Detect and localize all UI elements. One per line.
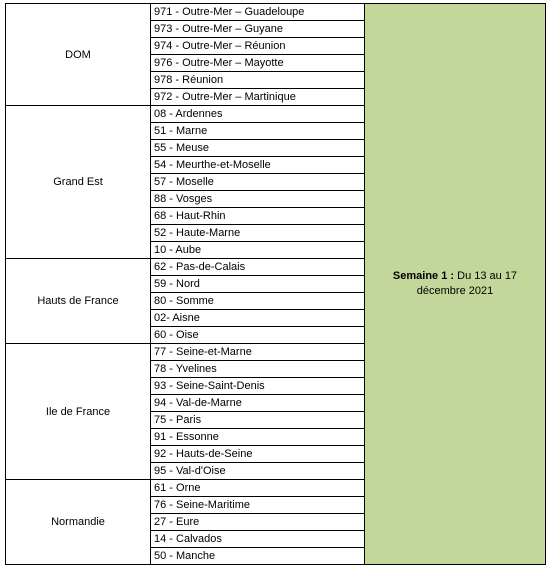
department-cell: 54 - Meurthe-et-Moselle bbox=[151, 157, 365, 174]
department-cell: 76 - Seine-Maritime bbox=[151, 497, 365, 514]
week-cell bbox=[365, 4, 546, 565]
week-label: Semaine 1 : bbox=[392, 270, 455, 282]
region-cell: Normandie bbox=[6, 480, 151, 565]
department-cell: 976 - Outre-Mer – Mayotte bbox=[151, 55, 365, 72]
department-cell: 61 - Orne bbox=[151, 480, 365, 497]
department-cell: 974 - Outre-Mer – Réunion bbox=[151, 38, 365, 55]
department-cell: 51 - Marne bbox=[151, 123, 365, 140]
department-cell: 14 - Calvados bbox=[151, 531, 365, 548]
department-cell: 60 - Oise bbox=[151, 327, 365, 344]
department-cell: 50 - Manche bbox=[151, 548, 365, 565]
schedule-table bbox=[5, 3, 546, 565]
department-cell: 972 - Outre-Mer – Martinique bbox=[151, 89, 365, 106]
department-cell: 08 - Ardennes bbox=[151, 106, 365, 123]
region-cell: Hauts de France bbox=[6, 259, 151, 344]
department-cell: 971 - Outre-Mer – Guadeloupe bbox=[151, 4, 365, 21]
department-cell: 88 - Vosges bbox=[151, 191, 365, 208]
department-cell: 94 - Val-de-Marne bbox=[151, 395, 365, 412]
department-cell: 59 - Nord bbox=[151, 276, 365, 293]
department-cell: 62 - Pas-de-Calais bbox=[151, 259, 365, 276]
department-cell: 978 - Réunion bbox=[151, 72, 365, 89]
region-cell: Grand Est bbox=[6, 106, 151, 259]
department-cell: 80 - Somme bbox=[151, 293, 365, 310]
department-cell: 75 - Paris bbox=[151, 412, 365, 429]
department-cell: 93 - Seine-Saint-Denis bbox=[151, 378, 365, 395]
week-text bbox=[365, 269, 545, 299]
department-cell: 52 - Haute-Marne bbox=[151, 225, 365, 242]
department-cell: 68 - Haut-Rhin bbox=[151, 208, 365, 225]
department-cell: 27 - Eure bbox=[151, 514, 365, 531]
department-cell: 57 - Moselle bbox=[151, 174, 365, 191]
table-row bbox=[6, 4, 546, 21]
department-cell: 973 - Outre-Mer – Guyane bbox=[151, 21, 365, 38]
department-cell: 10 - Aube bbox=[151, 242, 365, 259]
schedule-table-body bbox=[6, 4, 546, 565]
region-cell: Ile de France bbox=[6, 344, 151, 480]
department-cell: 92 - Hauts-de-Seine bbox=[151, 446, 365, 463]
department-cell: 55 - Meuse bbox=[151, 140, 365, 157]
department-cell: 95 - Val-d'Oise bbox=[151, 463, 365, 480]
department-cell: 78 - Yvelines bbox=[151, 361, 365, 378]
department-cell: 02- Aisne bbox=[151, 310, 365, 327]
week-dates: Du 13 au 17 décembre 2021 bbox=[416, 270, 518, 297]
department-cell: 91 - Essonne bbox=[151, 429, 365, 446]
region-cell: DOM bbox=[6, 4, 151, 106]
department-cell: 77 - Seine-et-Marne bbox=[151, 344, 365, 361]
